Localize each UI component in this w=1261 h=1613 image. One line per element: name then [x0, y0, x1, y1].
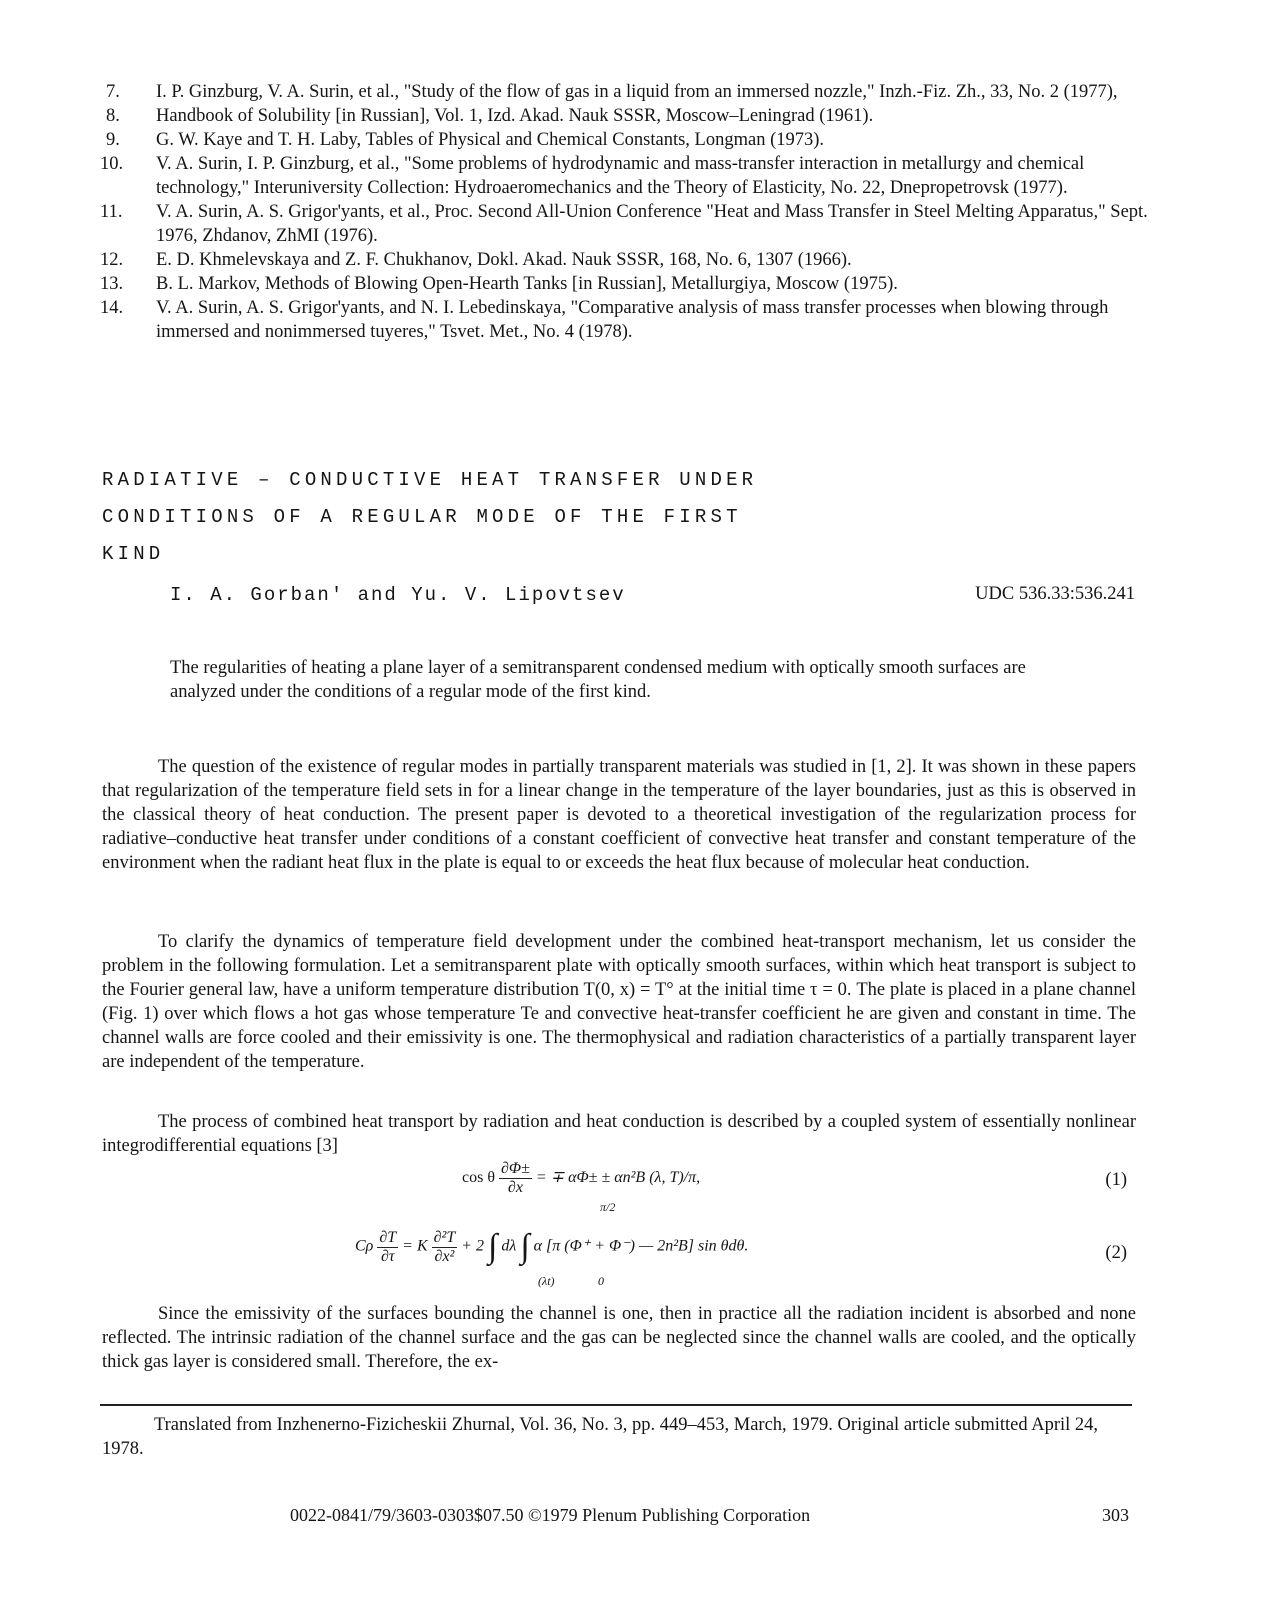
body-paragraph: The question of the existence of regular modes in partially transparent materials was studied in [1, 2]. It was shown in these papers that regularization of the temperature field sets in for a linear change in the temperature of the layer boundaries, just as this is observed in the classical theory of heat conduction. The present paper is devoted to a theoretical investigation of the regularization process for radiative–conductive heat transfer under conditions of a constant coefficient of convective heat transfer and constant temperature of the environment when the radiant heat flux in the plate is equal to or exceeds the heat flux because of molecular heat conduction. — [102, 757, 1136, 873]
reference-item — [100, 152, 1150, 200]
reference-number: 7. — [106, 82, 120, 102]
title-line: CONDITIONS OF A REGULAR MODE OF THE FIRST — [102, 506, 742, 528]
reference-text: G. W. Kaye and T. H. Laby, Tables of Physical and Chemical Constants, Longman (1973). — [156, 130, 825, 150]
body-paragraph: The process of combined heat transport by radiation and heat conduction is described by a coupled system of essentially nonlinear integrodifferential equations [3] — [102, 1112, 1136, 1156]
eq2-k: = K — [402, 1237, 428, 1255]
eq1-numerator: ∂Φ± — [501, 1160, 530, 1177]
body-paragraph: To clarify the dynamics of temperature field development under the combined heat-transport mechanism, let us consider the problem in the following formulation. Let a semitransparent plate with optically smooth surfaces, within which heat transport is subject to the Fourier general law, have a uniform temperature distribution T(0, x) = T° at the initial time τ = 0. The plate is placed in a plane channel (Fig. 1) over which flows a hot gas whose temperature Te and convective heat-transfer coefficient he are given and constant in time. The channel walls are force cooled and their emissivity is one. The thermophysical and radiation characteristics of a partially transparent layer are independent of the temperature. — [102, 932, 1136, 1072]
footnote: Translated from Inzhenerno-Fizicheskii Zhurnal, Vol. 36, No. 3, pp. 449–453, March, 1979. Original article submitted April 24, 1978. — [102, 1415, 1099, 1459]
eq2-lower-limit-1: (λt) — [538, 1274, 555, 1288]
reference-item — [100, 104, 1150, 128]
reference-text: I. P. Ginzburg, V. A. Surin, et al., "Study of the flow of gas in a liquid from an immersed nozzle," Inzh.-Fiz. Zh., 33, No. 2 (1977), — [156, 82, 1118, 102]
reference-item — [100, 272, 1150, 296]
integral-sign-icon: ∫ — [520, 1228, 530, 1265]
eq2-cp: Cρ — [355, 1237, 374, 1255]
page-number: 303 — [1102, 1505, 1129, 1525]
eq2-lower-limit-2: 0 — [598, 1274, 604, 1288]
eq1-denominator: ∂x — [507, 1179, 523, 1196]
reference-item — [100, 128, 1150, 152]
reference-text: V. A. Surin, A. S. Grigor'yants, and N. I. Lebedinskaya, "Comparative analysis of mass transfer processes when blowing through immersed and nonimmersed tuyeres," Tsvet. Met., No. 4 (1978). — [156, 298, 1109, 342]
equation-number: (2) — [1105, 1243, 1127, 1263]
reference-text: E. D. Khmelevskaya and Z. F. Chukhanov, Dokl. Akad. Nauk SSSR, 168, No. 6, 1307 (1966). — [156, 250, 852, 270]
reference-number: 14. — [100, 298, 124, 318]
equation-number: (1) — [1105, 1170, 1127, 1190]
publisher-footer: 0022-0841/79/3603-0303$07.50 ©1979 Plenum Publishing Corporation — [290, 1505, 811, 1525]
eq2-plus: + 2 — [461, 1237, 485, 1255]
reference-item — [100, 296, 1150, 344]
title-line: KIND — [102, 543, 165, 565]
reference-number: 11. — [100, 202, 123, 222]
eq2-fraction-2 — [432, 1229, 458, 1266]
reference-item — [100, 80, 1150, 104]
article-abstract: The regularities of heating a plane layer of a semitransparent condensed medium with optically smooth surfaces are analyzed under the conditions of a regular mode of the first kind. — [170, 658, 1026, 702]
title-line: RADIATIVE – CONDUCTIVE HEAT TRANSFER UNDER — [102, 469, 758, 491]
eq2-denominator-1: ∂τ — [380, 1247, 395, 1265]
eq2-numerator-2: ∂²T — [433, 1228, 456, 1246]
eq2-integrand: α [π (Φ⁺ + Φ⁻) — 2n²B] sin θdθ. — [533, 1237, 749, 1255]
eq1-fraction — [499, 1160, 532, 1197]
reference-text: V. A. Surin, I. P. Ginzburg, et al., "Some problems of hydrodynamic and mass-transfer interaction in metallurgy and chemical technology," Interuniversity Collection: Hydroaeromechanics and the Theory of Elasticity, No. 22, Dnepropetrovsk (1977). — [156, 154, 1085, 198]
eq1-right: = ∓ αΦ± ± αn²B (λ, T)/π, — [535, 1169, 701, 1187]
reference-number: 9. — [106, 130, 120, 150]
reference-number: 13. — [100, 274, 124, 294]
article-title — [102, 462, 757, 573]
footnote-divider — [100, 1404, 1132, 1406]
reference-item — [100, 248, 1150, 272]
article-authors: I. A. Gorban' and Yu. V. Lipovtsev — [170, 584, 626, 606]
integral-sign-icon: ∫ — [488, 1228, 498, 1265]
reference-item — [100, 200, 1150, 248]
reference-text: Handbook of Solubility [in Russian], Vol. 1, Izd. Akad. Nauk SSSR, Moscow–Leningrad (1961). — [156, 106, 874, 126]
reference-number: 8. — [106, 106, 120, 126]
reference-text: V. A. Surin, A. S. Grigor'yants, et al., Proc. Second All-Union Conference "Heat and Mass Transfer in Steel Melting Apparatus," Sept. 1976, Zhdanov, ZhMI (1976). — [156, 202, 1148, 246]
eq1-left: cos θ — [462, 1169, 495, 1187]
eq2-dlambda: dλ — [501, 1237, 517, 1255]
reference-text: B. L. Markov, Methods of Blowing Open-Hearth Tanks [in Russian], Metallurgiya, Moscow (1975). — [156, 274, 898, 294]
reference-number: 10. — [100, 154, 124, 174]
reference-number: 12. — [100, 250, 124, 270]
reference-list — [100, 80, 1150, 344]
body-paragraph: Since the emissivity of the surfaces bounding the channel is one, then in practice all the radiation incident is absorbed and none reflected. The intrinsic radiation of the channel surface and the gas can be neglected since the channel walls are cooled, and the optically thick gas layer is considered small. Therefore, the ex- — [102, 1304, 1136, 1372]
eq2-numerator-1: ∂T — [379, 1228, 397, 1246]
eq2-denominator-2: ∂x² — [434, 1247, 455, 1265]
eq2-fraction-1 — [377, 1229, 398, 1266]
udc-code: UDC 536.33:536.241 — [975, 584, 1135, 604]
equation-2 — [355, 1198, 915, 1294]
eq2-upper-limit: π/2 — [600, 1200, 616, 1214]
